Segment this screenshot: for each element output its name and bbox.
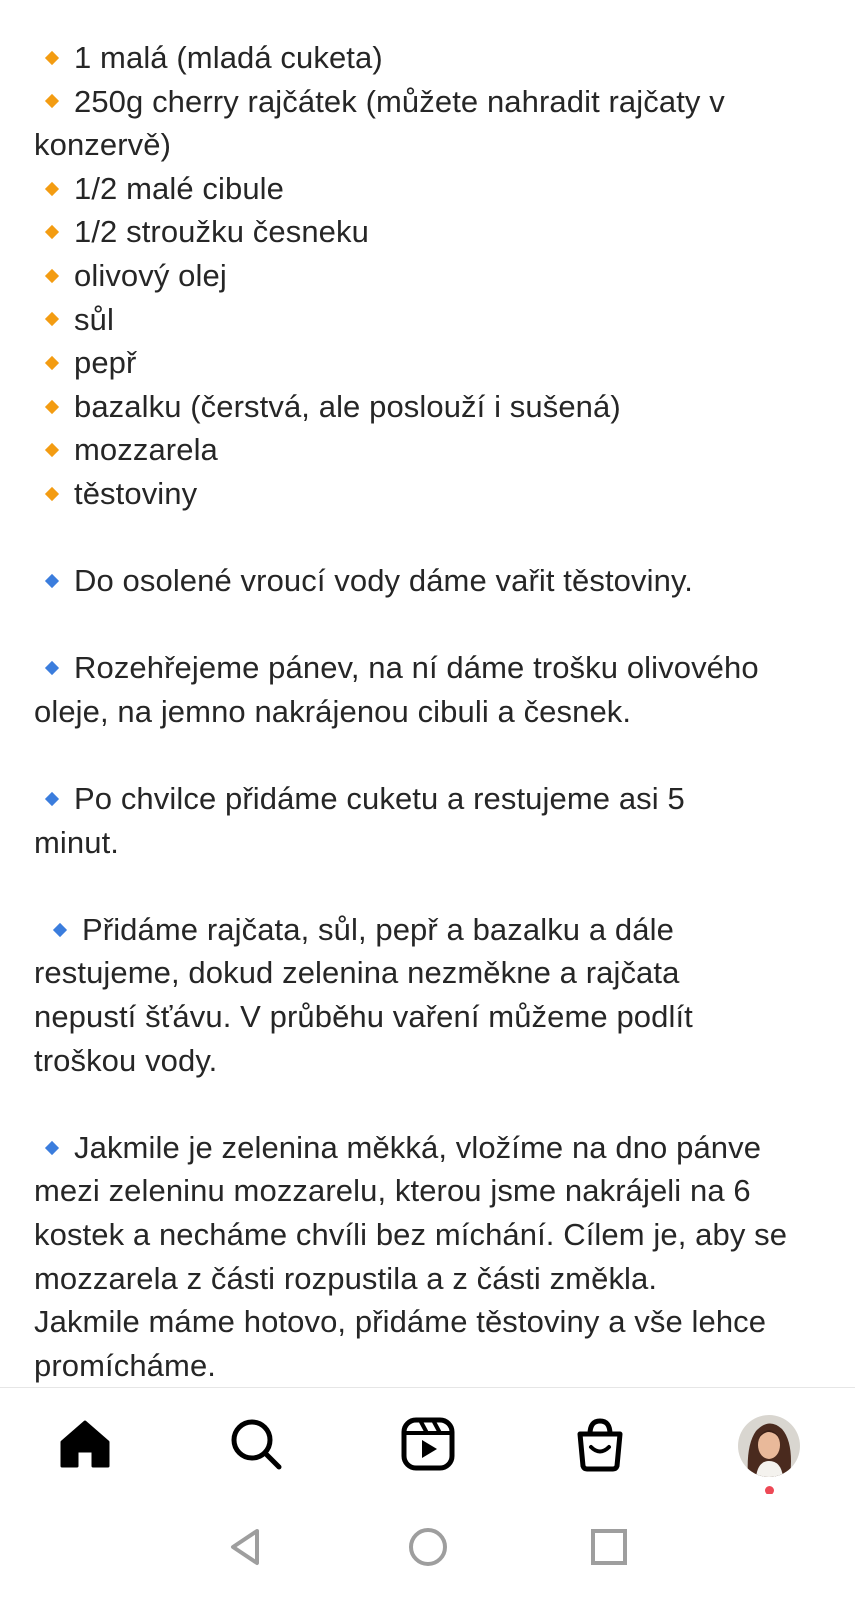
step-line: troškou vody. <box>34 1042 218 1078</box>
ingredient-item: těstoviny <box>34 472 824 516</box>
nav-search-button[interactable] <box>226 1414 286 1474</box>
orange-diamond-icon <box>45 356 59 370</box>
search-icon <box>228 1416 284 1472</box>
blue-diamond-icon <box>53 923 67 937</box>
ingredient-item: mozzarela <box>34 428 824 472</box>
system-recents-button[interactable] <box>584 1522 634 1572</box>
step-line: Jakmile je zelenina měkká, vložíme na dno pánve <box>34 1126 824 1170</box>
orange-diamond-icon <box>45 94 59 108</box>
ingredient-item: pepř <box>34 341 824 385</box>
step-line: Rozehřejeme pánev, na ní dáme trošku olivového <box>34 646 824 690</box>
step-line: Do osolené vroucí vody dáme vařit těstoviny. <box>34 559 824 603</box>
step-line: mozzarela z části rozpustila a z části změkla. <box>34 1260 658 1296</box>
nav-home-button[interactable] <box>55 1414 115 1474</box>
orange-diamond-icon <box>45 399 59 413</box>
shop-icon <box>572 1416 628 1472</box>
ingredient-item: 1/2 malé cibule <box>34 167 824 211</box>
home-circle-icon <box>406 1525 450 1569</box>
step-line: mezi zeleninu mozzarelu, kterou jsme nakrájeli na 6 <box>34 1173 751 1209</box>
step-line: restujeme, dokud zelenina nezměkne a rajčata <box>34 955 680 991</box>
orange-diamond-icon <box>45 225 59 239</box>
ingredient-item: olivový olej <box>34 254 824 298</box>
nav-shop-button[interactable] <box>570 1414 630 1474</box>
step-line: Jakmile máme hotovo, přidáme těstoviny a vše lehce <box>34 1304 767 1340</box>
ingredient-item: 1 malá (mladá cuketa) <box>34 36 824 80</box>
back-icon <box>223 1525 267 1569</box>
orange-diamond-icon <box>45 51 59 65</box>
step-line: minut. <box>34 824 120 860</box>
step-line: Přidáme rajčata, sůl, pepř a bazalku a dále <box>34 908 824 952</box>
nav-reels-button[interactable] <box>398 1414 458 1474</box>
blue-diamond-icon <box>45 661 59 675</box>
bottom-nav-bar <box>0 1387 855 1495</box>
reels-icon <box>400 1416 456 1472</box>
step-line: Po chvilce přidáme cuketu a restujeme asi 5 <box>34 777 824 821</box>
blue-diamond-icon <box>45 1141 59 1155</box>
orange-diamond-icon <box>45 182 59 196</box>
recents-icon <box>587 1525 631 1569</box>
post-caption <box>34 36 824 1387</box>
ingredient-item: 250g cherry rajčátek (můžete nahradit rajčaty v <box>34 80 824 124</box>
ingredient-item: bazalku (čerstvá, ale poslouží i sušená) <box>34 385 824 429</box>
orange-diamond-icon <box>45 487 59 501</box>
orange-diamond-icon <box>45 312 59 326</box>
step-line: oleje, na jemno nakrájenou cibuli a česnek. <box>34 693 632 729</box>
blue-diamond-icon <box>45 792 59 806</box>
ingredient-item: 1/2 stroužku česneku <box>34 210 824 254</box>
system-home-button[interactable] <box>403 1522 453 1572</box>
step-line: kostek a necháme chvíli bez míchání. Cílem je, aby se <box>34 1217 788 1253</box>
orange-diamond-icon <box>45 269 59 283</box>
ingredient-item: sůl <box>34 298 824 342</box>
blue-diamond-icon <box>45 574 59 588</box>
step-line: promícháme. <box>34 1347 216 1383</box>
system-nav-bar <box>0 1494 855 1600</box>
system-back-button[interactable] <box>220 1522 270 1572</box>
home-icon <box>57 1416 113 1472</box>
profile-avatar <box>738 1415 800 1477</box>
nav-profile-avatar[interactable] <box>738 1415 800 1477</box>
orange-diamond-icon <box>45 443 59 457</box>
ingredient-item-continuation: konzervě) <box>34 127 172 163</box>
step-line: nepustí šťávu. V průběhu vaření můžeme podlít <box>34 999 693 1035</box>
